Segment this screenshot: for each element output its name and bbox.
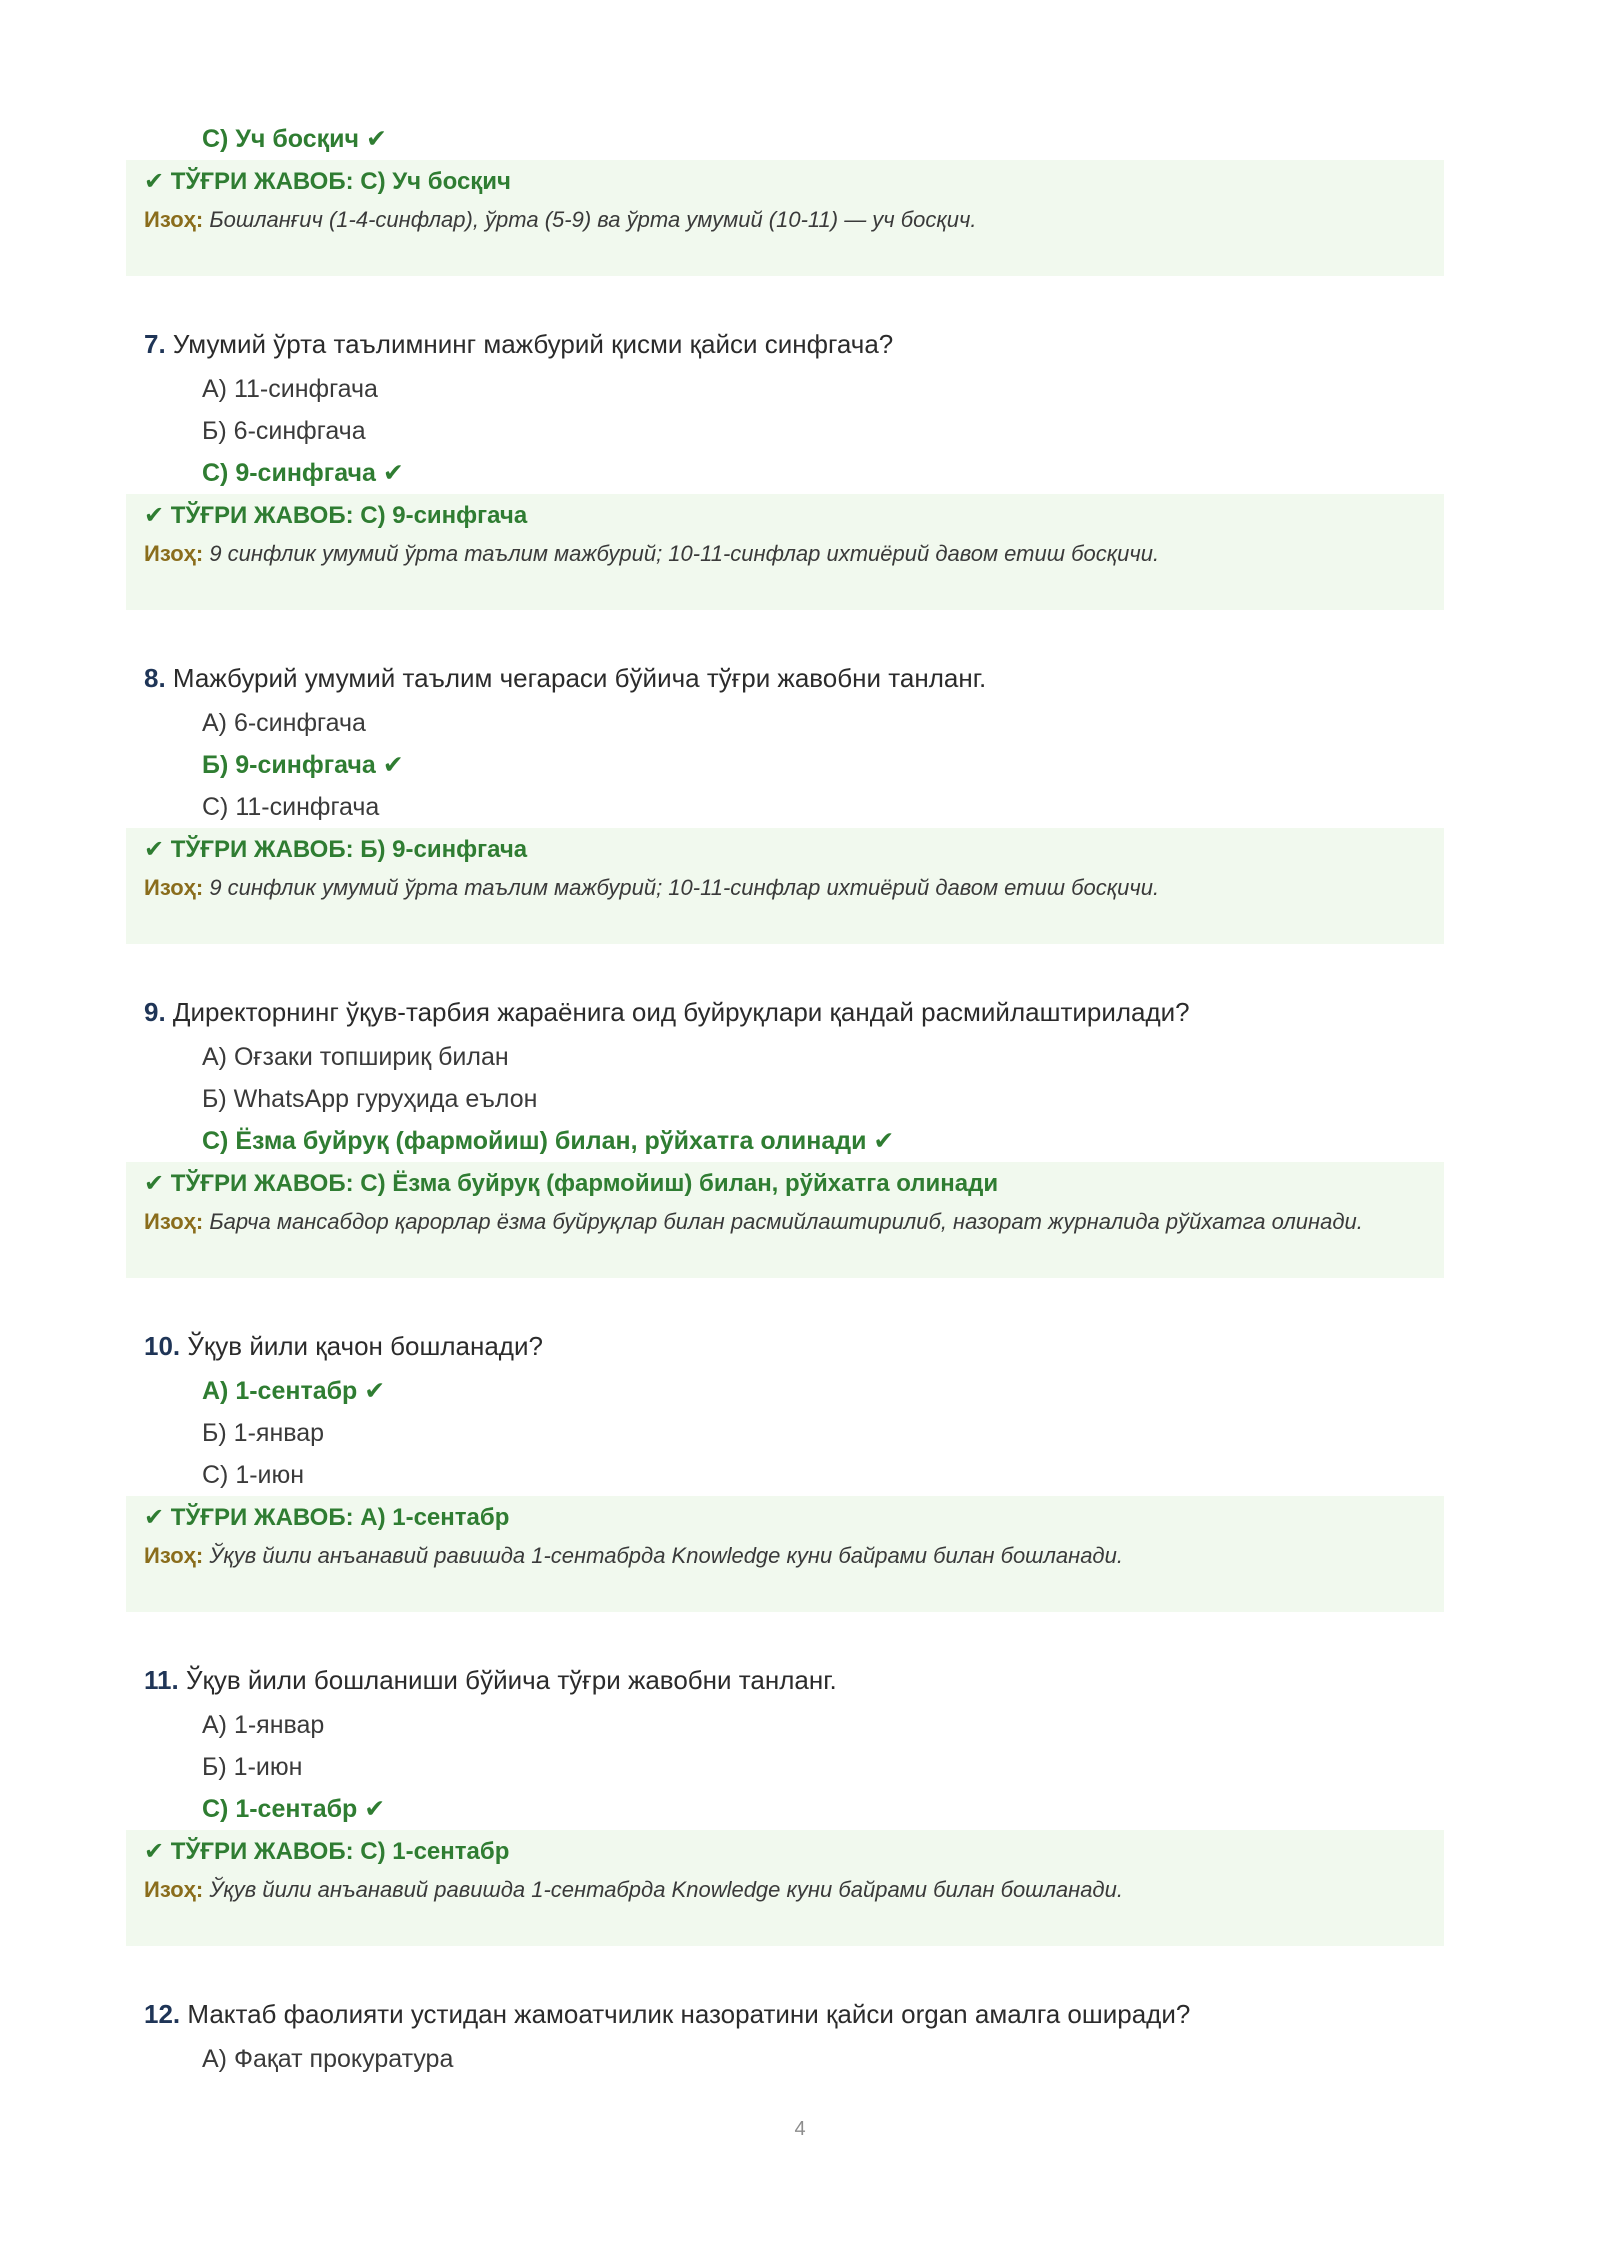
answer-box	[126, 828, 1444, 944]
option: A) Оғзаки топшириқ билан	[202, 1043, 509, 1071]
option-correct: C) 1-сентабр ✔	[202, 1795, 386, 1823]
question-text: 7. Умумий ўрта таълимнинг мажбурий қисми қайси синфгача?	[144, 329, 894, 359]
correct-answer: ✔ ТЎҒРИ ЖАВОБ: C) Уч босқич	[144, 168, 511, 195]
explanation-label: Изоҳ:	[144, 207, 204, 232]
question-8	[126, 660, 1444, 944]
question-12	[126, 1996, 1444, 2080]
answer-box	[126, 1162, 1444, 1278]
explanation: Изоҳ: 9 синфлик умумий ўрта таълим мажбурий; 10-11-синфлар ихтиёрий давом етиш босқичи.	[144, 875, 1160, 900]
explanation: Изоҳ: Барча мансабдор қарорлар ёзма буйруқлар билан расмийлаштирилиб, назорат журналида рўйхатга олинади.	[144, 1209, 1363, 1234]
question-9	[126, 994, 1444, 1278]
question-number: 10.	[144, 1331, 181, 1361]
option: C) 11-синфгача	[202, 793, 380, 821]
correct-answer: ✔ ТЎҒРИ ЖАВОБ: C) 9-синфгача	[144, 502, 528, 529]
question-number: 7.	[144, 329, 166, 359]
explanation-label: Изоҳ:	[144, 1209, 204, 1234]
option: A) 1-январ	[202, 1711, 325, 1739]
answer-box	[126, 494, 1444, 610]
question-10	[126, 1328, 1444, 1612]
option: Б) 1-июн	[202, 1753, 303, 1781]
checkmark-icon: ✔	[364, 1795, 386, 1823]
explanation: Изоҳ: Бошланғич (1-4-синфлар), ўрта (5-9) ва ўрта умумий (10-11) — уч босқич.	[144, 207, 977, 232]
question-11	[126, 1662, 1444, 1946]
answer-box	[126, 1830, 1444, 1946]
correct-answer: ✔ ТЎҒРИ ЖАВОБ: C) 1-сентабр	[144, 1838, 510, 1865]
question-number: 11.	[144, 1665, 179, 1695]
checkmark-icon: ✔	[382, 459, 404, 487]
explanation: Изоҳ: Ўқув йили анъанавий равишда 1-сентабрда Knowledge куни байрами билан бошланади.	[144, 1877, 1123, 1902]
question-text: 11. Ўқув йили бошланиши бўйича тўғри жавобни танланг.	[144, 1665, 837, 1695]
question-text: 9. Директорнинг ўқув-тарбия жараёнига оид буйруқлари қандай расмийлаштирилади?	[144, 997, 1190, 1027]
option: Б) 6-синфгача	[202, 417, 366, 445]
explanation: Изоҳ: Ўқув йили анъанавий равишда 1-сентабрда Knowledge куни байрами билан бошланади.	[144, 1543, 1123, 1568]
correct-answer: ✔ ТЎҒРИ ЖАВОБ: C) Ёзма буйруқ (фармойиш) билан, рўйхатга олинади	[144, 1170, 999, 1197]
option-list	[126, 702, 1444, 828]
option: A) 6-синфгача	[202, 709, 366, 737]
question-text: 8. Мажбурий умумий таълим чегараси бўйича тўғри жавобни танланг.	[144, 663, 987, 693]
checkmark-icon: ✔	[364, 1377, 386, 1405]
question-7	[126, 326, 1444, 610]
checkmark-icon: ✔	[382, 751, 404, 779]
explanation-label: Изоҳ:	[144, 1543, 204, 1568]
explanation-label: Изоҳ:	[144, 541, 204, 566]
option-list	[126, 118, 1444, 160]
answer-box	[126, 160, 1444, 276]
option: A) Фақат прокуратура	[202, 2045, 454, 2073]
option-list	[126, 1370, 1444, 1496]
option-correct: C) Уч босқич ✔	[202, 125, 387, 153]
checkmark-icon: ✔	[365, 125, 387, 153]
option-list	[126, 2038, 1444, 2080]
quiz-content	[126, 118, 1444, 2080]
question-text: 10. Ўқув йили қачон бошланади?	[144, 1331, 543, 1361]
question-number: 12.	[144, 1999, 181, 2029]
option-correct: C) Ёзма буйруқ (фармойиш) билан, рўйхатга олинади ✔	[202, 1127, 895, 1155]
explanation-label: Изоҳ:	[144, 1877, 204, 1902]
option: A) 11-синфгача	[202, 375, 378, 403]
option-list	[126, 368, 1444, 494]
option-list	[126, 1036, 1444, 1162]
correct-answer: ✔ ТЎҒРИ ЖАВОБ: A) 1-сентабр	[144, 1504, 510, 1531]
question-text: 12. Мактаб фаолияти устидан жамоатчилик назоратини қайси organ амалга оширади?	[144, 1999, 1191, 2029]
option: C) 1-июн	[202, 1461, 305, 1489]
explanation-label: Изоҳ:	[144, 875, 204, 900]
option: Б) 1-январ	[202, 1419, 325, 1447]
correct-answer: ✔ ТЎҒРИ ЖАВОБ: Б) 9-синфгача	[144, 836, 528, 863]
explanation: Изоҳ: 9 синфлик умумий ўрта таълим мажбурий; 10-11-синфлар ихтиёрий давом етиш босқичи.	[144, 541, 1160, 566]
option-correct: Б) 9-синфгача ✔	[202, 751, 404, 779]
answer-box	[126, 1496, 1444, 1612]
option-correct: A) 1-сентабр ✔	[202, 1377, 386, 1405]
question-number: 8.	[144, 663, 166, 693]
option-correct: C) 9-синфгача ✔	[202, 459, 404, 487]
option: Б) WhatsApp гуруҳида еълон	[202, 1085, 538, 1113]
question-carry-over	[126, 118, 1444, 276]
page-number: 4	[794, 2118, 806, 2140]
checkmark-icon: ✔	[873, 1127, 895, 1155]
question-number: 9.	[144, 997, 166, 1027]
option-list	[126, 1704, 1444, 1830]
